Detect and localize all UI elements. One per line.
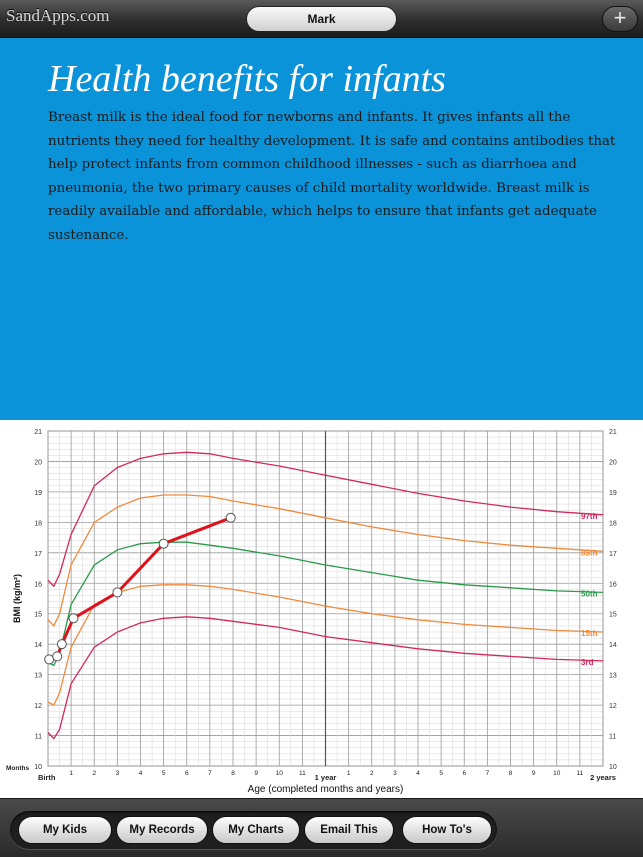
child-bmi-point	[69, 614, 78, 623]
y-tick-label-left: 11	[34, 733, 42, 741]
x-tick-label: 1 year	[314, 773, 337, 782]
x-tick-label: 10	[553, 770, 561, 777]
tab-my-records[interactable]: My Records	[116, 816, 208, 844]
y-tick-label-right: 16	[609, 581, 617, 589]
y-tick-label-right: 19	[609, 489, 617, 497]
x-tick-label: 6	[184, 770, 189, 777]
x-tick-label: 2 years	[590, 773, 616, 782]
x-tick-label: 9	[531, 770, 536, 777]
x-tick-label: Birth	[38, 773, 56, 782]
bottom-tab-bar	[0, 798, 643, 857]
x-axis-title: Age (completed months and years)	[247, 784, 404, 795]
y-tick-label-left: 19	[34, 489, 42, 497]
percentile-label-50th: 50th	[581, 589, 598, 599]
child-bmi-point	[226, 513, 235, 522]
percentile-label-85th: 85th	[581, 548, 598, 558]
y-tick-label-left: 17	[34, 550, 42, 558]
y-tick-label-right: 10	[609, 764, 617, 771]
x-tick-label: 5	[439, 770, 443, 777]
y-tick-label-left: 18	[34, 520, 42, 528]
x-tick-label: 11	[299, 770, 306, 777]
x-tick-label: 2	[92, 770, 97, 777]
article-body: Breast milk is the ideal food for newborns and infants. It gives infants all the nutrients they need for healthy development. It is safe and contains antibodies that help protect infants from common childhood illnesses - such as diarrhoea and pneumonia, the two primary causes of child mortality worldwide. Breast milk is readily available and affordable, which helps to ensure that infants get adequate sustenance.	[48, 110, 616, 243]
x-tick-label: 7	[208, 770, 212, 777]
y-tick-label-left: 12	[34, 703, 42, 711]
kid-selector-button[interactable]: Mark	[246, 6, 397, 32]
x-tick-label: 8	[508, 770, 513, 777]
y-tick-label-right: 11	[609, 733, 617, 741]
child-bmi-point	[53, 652, 62, 661]
y-tick-label-left: 15	[34, 611, 42, 619]
child-bmi-point	[57, 640, 66, 649]
x-tick-label: 5	[161, 770, 166, 777]
page-title: Health benefits for infants	[48, 58, 446, 100]
percentile-label-15th: 15th	[581, 629, 598, 638]
brand-logo: SandApps.com	[6, 6, 110, 25]
y-tick-label-right: 13	[609, 672, 617, 680]
bmi-growth-chart[interactable]	[0, 420, 643, 798]
x-tick-label: 2	[369, 770, 374, 777]
tab-tray	[10, 811, 497, 849]
tab-how-tos[interactable]: How To's	[402, 816, 492, 844]
percentile-label-3rd: 3rd	[581, 657, 594, 667]
child-bmi-point	[113, 588, 122, 597]
y-tick-label-left: 14	[34, 642, 42, 650]
y-tick-label-right: 21	[609, 429, 617, 436]
x-tick-label: 3	[393, 770, 397, 777]
y-tick-label-left: 16	[34, 581, 42, 589]
tab-my-charts[interactable]: My Charts	[212, 816, 300, 844]
x-tick-label: 4	[138, 770, 143, 777]
add-button[interactable]: +	[602, 6, 638, 32]
y-tick-label-left: 21	[34, 429, 42, 436]
months-label: Months	[6, 765, 30, 772]
y-tick-label-left: 13	[34, 672, 42, 680]
y-tick-label-right: 15	[609, 611, 617, 619]
x-tick-label: 10	[275, 770, 283, 777]
child-bmi-point	[159, 539, 168, 548]
tab-my-kids[interactable]: My Kids	[18, 816, 112, 844]
top-navigation-bar	[0, 0, 643, 38]
y-axis-title: BMI (kg/m²)	[12, 574, 22, 623]
x-tick-label: 11	[576, 770, 584, 777]
x-tick-label: 9	[254, 770, 258, 777]
x-tick-label: 7	[485, 770, 490, 777]
y-tick-label-right: 18	[609, 520, 617, 528]
x-tick-label: 8	[231, 770, 235, 777]
x-tick-label: 1	[346, 770, 351, 777]
bmi-chart-svg	[0, 420, 643, 798]
x-tick-label: 3	[115, 770, 120, 777]
y-tick-label-right: 12	[609, 703, 617, 711]
x-tick-label: 4	[416, 770, 420, 777]
percentile-label-97th: 97th	[581, 511, 598, 521]
y-tick-label-right: 17	[609, 550, 617, 558]
y-tick-label-left: 20	[34, 459, 42, 467]
y-tick-label-right: 14	[609, 642, 617, 650]
y-tick-label-right: 20	[609, 459, 617, 467]
x-tick-label: 1	[69, 770, 73, 777]
y-tick-label-left: 10	[34, 764, 42, 771]
tab-email-this[interactable]: Email This	[304, 816, 394, 844]
x-tick-label: 6	[462, 770, 467, 777]
